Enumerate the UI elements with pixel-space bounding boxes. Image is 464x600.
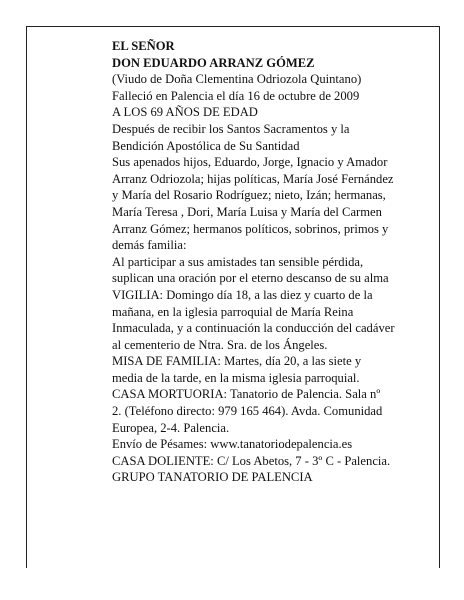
text-line: suplican una oración por el eterno descanso de su alma	[112, 271, 389, 286]
text-line: (Viudo de Doña Clementina Odriozola Quintano)	[112, 72, 362, 87]
text-line: Envío de Pésames: www.tanatoriodepalencia.es	[112, 437, 353, 452]
text-line: Sus apenados hijos, Eduardo, Jorge, Ignacio y Amador	[112, 155, 388, 170]
text-line: y María del Rosario Rodríguez; nieto, Izán; hermanas,	[112, 188, 386, 203]
text-line: María Teresa , Dori, María Luisa y María del Carmen	[112, 204, 382, 219]
text-line: Bendición Apostólica de Su Santidad	[112, 138, 300, 153]
text-line: 2. (Teléfono directo: 979 165 464). Avda. Comunidad	[112, 404, 383, 419]
obituary-notice	[112, 38, 432, 486]
text-line: CASA MORTUORIA: Tanatorio de Palencia. Sala nº	[112, 387, 381, 402]
title-line-1: EL SEÑOR	[112, 39, 175, 53]
text-line: A LOS 69 AÑOS DE EDAD	[112, 105, 258, 120]
text-line: VIGILIA: Domingo día 18, a las diez y cuarto de la	[112, 287, 373, 302]
text-line: Inmaculada, y a continuación la conducción del cadáver	[112, 321, 395, 336]
text-line: media de la tarde, en la misma iglesia parroquial.	[112, 370, 360, 385]
text-line: Falleció en Palencia el día 16 de octubre de 2009	[112, 88, 360, 103]
text-line: mañana, en la iglesia parroquial de María Reina	[112, 304, 354, 319]
text-line: Europea, 2-4. Palencia.	[112, 420, 230, 435]
text-line: al cementerio de Ntra. Sra. de los Ángeles.	[112, 337, 328, 352]
text-line: demás familia:	[112, 238, 187, 253]
text-line: Arranz Gómez; hermanos políticos, sobrinos, primos y	[112, 221, 389, 236]
text-line: GRUPO TANATORIO DE PALENCIA	[112, 470, 313, 485]
text-line: MISA DE FAMILIA: Martes, día 20, a las siete y	[112, 354, 362, 369]
title-line-2: DON EDUARDO ARRANZ GÓMEZ	[112, 55, 315, 70]
text-line: Al participar a sus amistades tan sensible pérdida,	[112, 254, 364, 269]
text-line: CASA DOLIENTE: C/ Los Abetos, 7 - 3º C - Palencia.	[112, 453, 391, 468]
text-line: Arranz Odriozola; hijas políticas, María José Fernández	[112, 171, 394, 186]
text-line: Después de recibir los Santos Sacramentos y la	[112, 121, 350, 136]
